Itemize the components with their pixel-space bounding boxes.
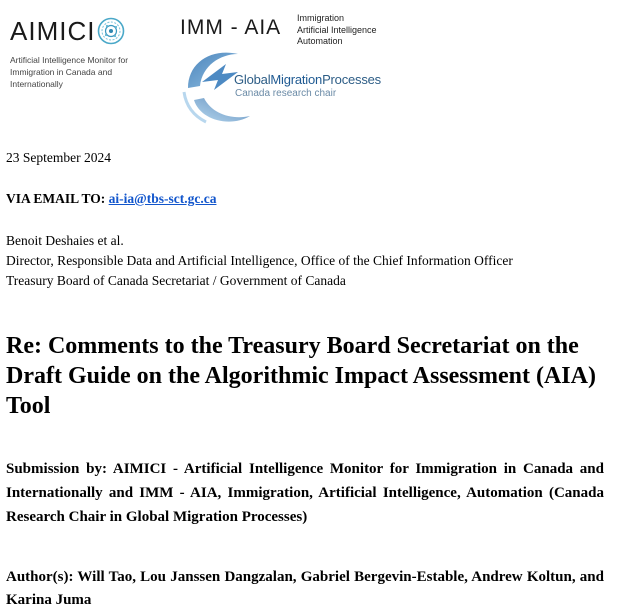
recipient-line: Director, Responsible Data and Artificial Intelligence, Office of the Chief Information Officer: [6, 253, 513, 268]
recipient-line: Treasury Board of Canada Secretariat / Government of Canada: [6, 273, 346, 288]
gmp-logo: [180, 44, 410, 130]
aimici-emblem-icon: [97, 17, 125, 45]
recipient-line: Benoit Deshaies et al.: [6, 233, 124, 248]
recipient-email-link[interactable]: ai-ia@tbs-sct.gc.ca: [108, 191, 217, 206]
letter-date: 23 September 2024: [6, 150, 111, 165]
imm-aia-line: Immigration: [297, 13, 345, 23]
gmp-subtitle: Canada research chair: [235, 88, 337, 99]
aimici-tagline: Artificial Intelligence Monitor for Immigration in Canada and Internationally: [10, 55, 129, 89]
gmp-name: [234, 72, 381, 87]
gmp-name-suffix: Processes: [322, 72, 381, 87]
via-email-line: [6, 191, 216, 207]
aimici-logo: [10, 16, 170, 90]
imm-aia-title: IMM - AIA: [180, 16, 282, 39]
via-email-label: VIA EMAIL TO:: [6, 191, 106, 206]
imm-aia-lines: [297, 13, 377, 48]
subject-heading: Re: Comments to the Treasury Board Secretariat on the Draft Guide on the Algorithmic Impact Assessment (AIA) Tool: [6, 333, 596, 419]
imm-aia-line: Automation: [297, 36, 343, 46]
authors: Author(s): Will Tao, Lou Janssen Dangzalan, Gabriel Bergevin-Estable, Andrew Koltun, and Karina Juma: [6, 569, 604, 608]
gmp-name-strong: Migration: [270, 72, 323, 87]
recipient-block: [6, 231, 513, 291]
submission-by: Submission by: AIMICI - Artificial Intelligence Monitor for Immigration in Canada and Internationally and IMM - AIA, Immigration, Artificial Intelligence, Automation (Canada Research Chair in Global Migration Processes): [6, 461, 604, 525]
gmp-name-prefix: Global: [234, 72, 271, 87]
aimici-wordmark: AIMICI: [10, 16, 96, 46]
imm-aia-line: Artificial Intelligence: [297, 24, 377, 35]
